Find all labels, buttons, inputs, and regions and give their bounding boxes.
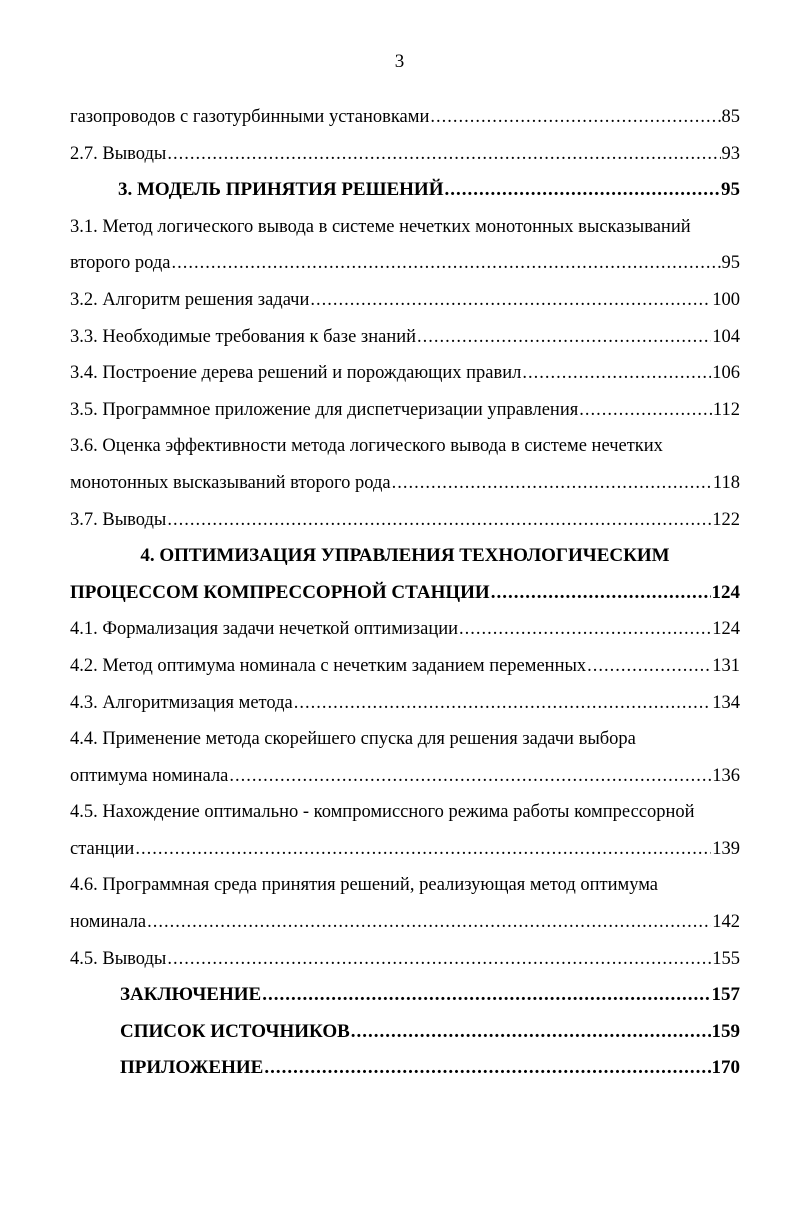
toc-entry-title: СПИСОК ИСТОЧНИКОВ — [120, 1020, 350, 1042]
toc-entry-title: 3.1. Метод логического вывода в системе нечетких монотонных высказываний — [70, 216, 691, 237]
toc-entry-title: 4.5. Выводы — [70, 948, 167, 969]
toc-entry[interactable] — [70, 724, 740, 761]
toc-entry[interactable] — [70, 505, 740, 542]
toc-entry-page: 131 — [712, 655, 740, 676]
toc-chapter-heading[interactable] — [70, 175, 740, 212]
dot-leader — [135, 834, 711, 864]
toc-entry-title: оптимума номинала — [70, 765, 229, 786]
toc-entry-title: 3.2. Алгоритм решения задачи — [70, 289, 310, 310]
dot-leader — [430, 102, 720, 132]
dot-leader — [587, 651, 711, 681]
dot-leader — [167, 944, 711, 974]
toc-entry-page: 104 — [712, 326, 740, 347]
dot-leader — [444, 175, 720, 205]
toc-entry[interactable] — [70, 285, 740, 322]
dot-leader — [262, 980, 710, 1010]
toc-entry-page: 100 — [712, 289, 740, 310]
toc-entry-continuation[interactable] — [70, 907, 740, 944]
toc-entry[interactable] — [70, 688, 740, 725]
toc-entry-page: 155 — [712, 948, 740, 969]
toc-back-matter[interactable] — [70, 980, 740, 1017]
toc-entry[interactable] — [70, 614, 740, 651]
toc-entry[interactable] — [70, 212, 740, 249]
dot-leader — [171, 248, 720, 278]
toc-back-matter[interactable] — [70, 1017, 740, 1054]
toc-entry-page: 159 — [711, 1020, 740, 1042]
toc-entry-title: 3.7. Выводы — [70, 509, 167, 530]
toc-entry-title: 4.2. Метод оптимума номинала с нечетким заданием переменных — [70, 655, 587, 676]
toc-entry[interactable] — [70, 870, 740, 907]
toc-chapter-heading-continuation[interactable] — [70, 578, 740, 615]
dot-leader — [310, 285, 711, 315]
toc-entry-page: 170 — [711, 1057, 740, 1079]
toc-entry-page: 134 — [712, 692, 740, 713]
table-of-contents — [70, 102, 740, 1090]
toc-back-matter[interactable] — [70, 1053, 740, 1090]
dot-leader — [579, 395, 712, 425]
toc-entry-continuation[interactable] — [70, 761, 740, 798]
dot-leader — [351, 1017, 711, 1047]
toc-entry-title: 4.1. Формализация задачи нечеткой оптимизации — [70, 619, 459, 640]
dot-leader — [294, 688, 712, 718]
toc-entry-title: 4.3. Алгоритмизация метода — [70, 692, 293, 713]
toc-entry-page: 93 — [721, 143, 740, 164]
toc-entry-page: 157 — [711, 984, 740, 1006]
toc-entry-title: ЗАКЛЮЧЕНИЕ — [120, 984, 262, 1006]
dot-leader — [229, 761, 711, 791]
dot-leader — [459, 614, 711, 644]
dot-leader — [167, 139, 720, 169]
toc-entry-continuation[interactable] — [70, 248, 740, 285]
toc-entry[interactable] — [70, 139, 740, 176]
toc-entry[interactable] — [70, 651, 740, 688]
toc-entry-page: 118 — [712, 472, 740, 493]
dot-leader — [491, 578, 711, 608]
toc-entry-page: 95 — [721, 179, 740, 201]
toc-entry-title: 3.5. Программное приложение для диспетчеризации управления — [70, 399, 579, 420]
toc-entry-title: второго рода — [70, 253, 171, 274]
dot-leader — [264, 1053, 710, 1083]
toc-entry-page: 139 — [712, 838, 740, 859]
toc-entry[interactable] — [70, 358, 740, 395]
toc-entry-page: 124 — [711, 581, 740, 603]
toc-entry-title: газопроводов с газотурбинными установками — [70, 107, 430, 127]
dot-leader — [522, 358, 711, 388]
toc-chapter-heading[interactable] — [70, 541, 740, 578]
toc-entry-page: 136 — [712, 765, 740, 786]
toc-entry-page: 124 — [712, 619, 740, 640]
dot-leader — [417, 322, 711, 352]
toc-entry[interactable] — [70, 431, 740, 468]
dot-leader — [392, 468, 712, 498]
toc-entry-page: 95 — [721, 253, 740, 274]
toc-entry-title: ПРИЛОЖЕНИЕ — [120, 1057, 264, 1079]
toc-entry-title: 4.5. Нахождение оптимально - компромиссного режима работы компрессорной — [70, 802, 695, 823]
toc-entry-title: 3.6. Оценка эффективности метода логического вывода в системе нечетких — [70, 436, 663, 457]
toc-entry-title: 2.7. Выводы — [70, 143, 167, 164]
dot-leader — [147, 907, 711, 937]
toc-entry[interactable] — [70, 395, 740, 432]
toc-entry-title: монотонных высказываний второго рода — [70, 472, 391, 493]
page-number: 3 — [394, 51, 405, 72]
toc-entry-continuation[interactable] — [70, 834, 740, 871]
dot-leader — [167, 505, 711, 535]
toc-entry[interactable] — [70, 102, 740, 139]
toc-entry-title: станции — [70, 838, 135, 859]
toc-entry-title: 3. МОДЕЛЬ ПРИНЯТИЯ РЕШЕНИЙ — [118, 179, 444, 201]
toc-entry-continuation[interactable] — [70, 468, 740, 505]
toc-entry[interactable] — [70, 322, 740, 359]
toc-entry-page: 122 — [712, 509, 740, 530]
toc-entry-page: 112 — [712, 399, 740, 420]
toc-entry-page: 85 — [721, 107, 740, 127]
toc-entry-title: ПРОЦЕССОМ КОМПРЕССОРНОЙ СТАНЦИИ — [70, 581, 490, 603]
toc-entry-title: 4.6. Программная среда принятия решений, реализующая метод оптимума — [70, 875, 658, 896]
toc-entry[interactable] — [70, 944, 740, 981]
toc-entry-title: 3.3. Необходимые требования к базе знаний — [70, 326, 417, 347]
toc-entry-page: 106 — [712, 363, 740, 384]
toc-entry-title: 4. ОПТИМИЗАЦИЯ УПРАВЛЕНИЯ ТЕХНОЛОГИЧЕСКИМ — [140, 545, 670, 567]
toc-entry-title: 4.4. Применение метода скорейшего спуска для решения задачи выбора — [70, 729, 636, 750]
toc-entry[interactable] — [70, 797, 740, 834]
toc-entry-page: 142 — [712, 912, 740, 933]
toc-entry-title: 3.4. Построение дерева решений и порождающих правил — [70, 363, 522, 384]
toc-entry-title: номинала — [70, 912, 147, 933]
